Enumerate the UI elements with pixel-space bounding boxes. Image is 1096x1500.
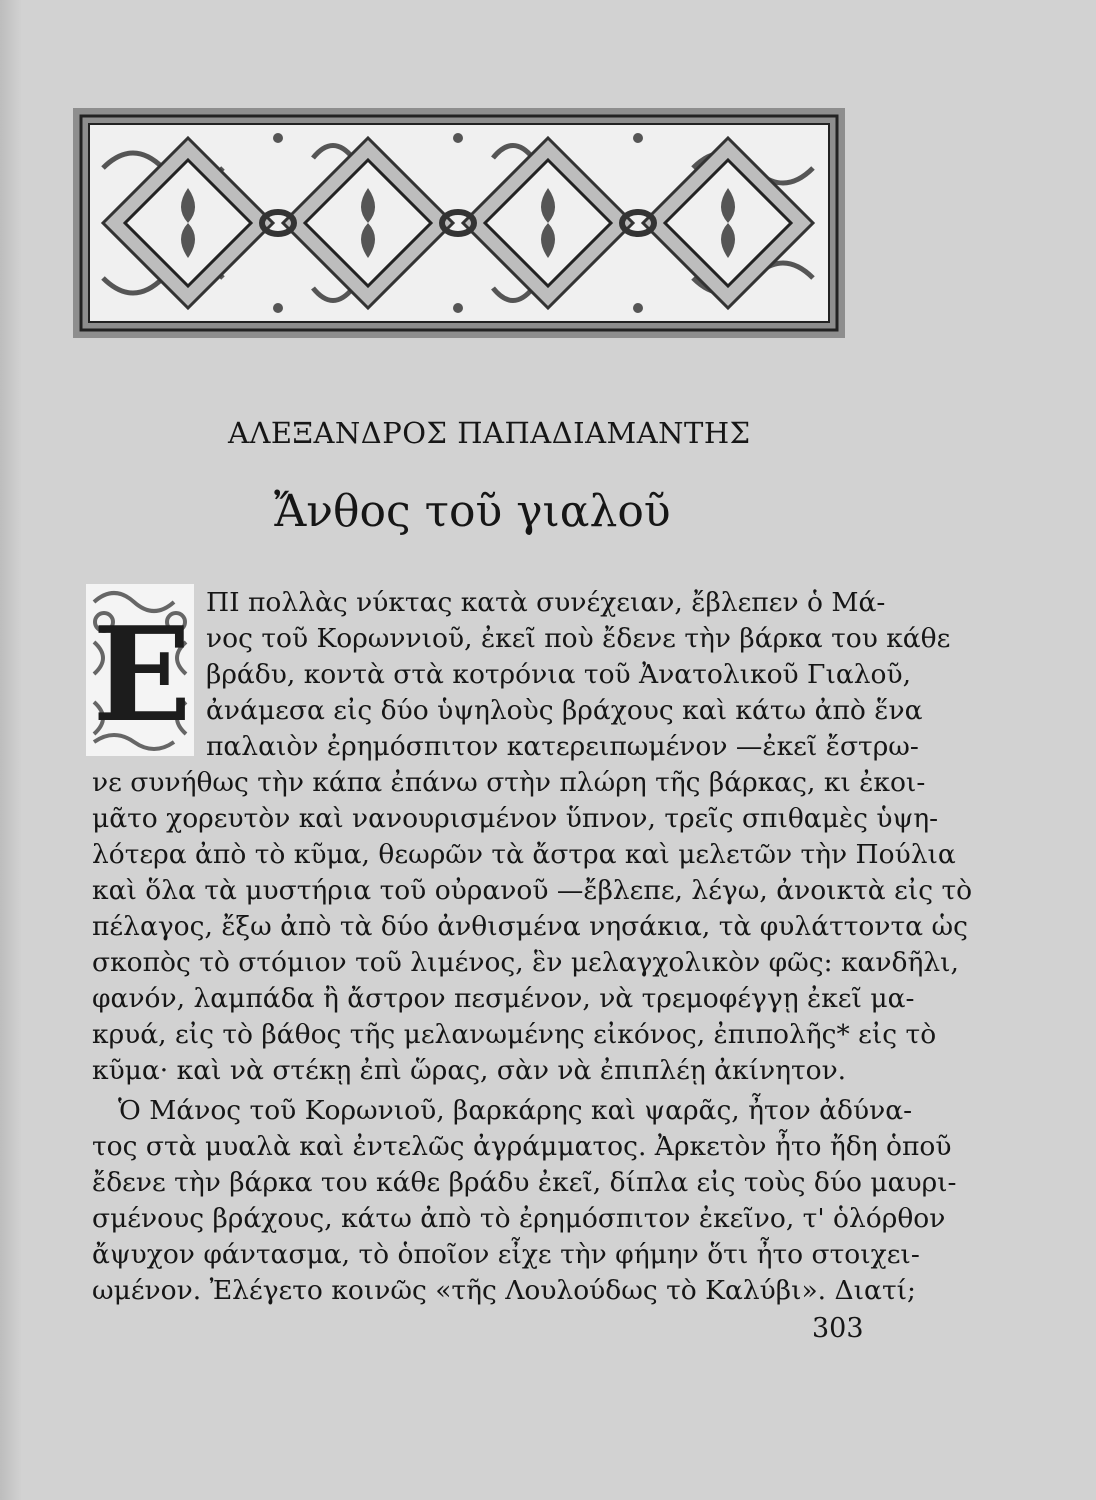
text-line: βράδυ, κοντὰ στὰ κοτρόνια τοῦ Ἀνατολικοῦ Γιαλοῦ, [206,659,912,690]
author-name: ΑΛΕΞΑΝΔΡΟΣ ΠΑΠΑΔΙΑΜΑΝΤΗΣ [228,416,751,450]
text-line: καὶ ὅλα τὰ μυστήρια τοῦ οὐρανοῦ —ἔβλεπε, λέγω, ἀνοικτὰ εἰς τὸ [92,875,973,906]
text-line: κῦμα· καὶ νὰ στέκῃ ἐπὶ ὥρας, σὰν νὰ ἐπιπλέῃ ἀκίνητον. [92,1055,847,1086]
text-line: τος στὰ μυαλὰ καὶ ἐντελῶς ἀγράμματος. Ἀρκετὸν ἦτο ἤδη ὁποῦ [92,1131,952,1162]
text-line: σκοπὸς τὸ στόμιον τοῦ λιμένος, ἓν μελαγχολικὸν φῶς: κανδῆλι, [92,947,959,978]
text-line: λότερα ἀπὸ τὸ κῦμα, θεωρῶν τὰ ἄστρα καὶ μελετῶν τὴν Πούλια [92,839,956,870]
text-line: νος τοῦ Κορωννιοῦ, ἐκεῖ ποὺ ἔδενε τὴν βάρκα του κάθε [206,623,951,654]
text-line: κρυά, εἰς τὸ βάθος τῆς μελανωμένης εἰκόνος, ἐπιπολῆς* εἰς τὸ [92,1019,937,1050]
text-line: ΠΙ πολλὰς νύκτας κατὰ συνέχειαν, ἔβλεπεν ὁ Μά- [206,587,886,618]
text-line: Ὁ Μάνος τοῦ Κορωνιοῦ, βαρκάρης καὶ ψαρᾶς, ἦτον ἀδύνα- [118,1095,913,1126]
text-line: ωμένον. Ἐλέγετο κοινῶς «τῆς Λουλούδως τὸ Καλύβι». Διατί; [92,1275,916,1306]
text-line: ἀνάμεσα εἰς δύο ὑψηλοὺς βράχους καὶ κάτω ἀπὸ ἕνα [206,695,923,726]
ornamental-banner-icon [73,108,845,338]
text-line: παλαιὸν ἐρημόσπιτον κατερειπωμένον —ἐκεῖ ἔστρω- [206,731,919,762]
dropcap-letter: Ε [92,598,192,751]
text-line: πέλαγος, ἔξω ἀπὸ τὰ δύο ἀνθισμένα νησάκια, τὰ φυλάττοντα ὡς [92,911,968,942]
text-line: ἔδενε τὴν βάρκα του κάθε βράδυ ἐκεῖ, δίπλα εἰς τοὺς δύο μαυρι- [92,1167,957,1198]
text-line: μᾶτο χορευτὸν καὶ νανουρισμένον ὕπνον, τρεῖς σπιθαμὲς ὑψη- [92,803,939,834]
text-line: φανόν, λαμπάδα ἢ ἄστρον πεσμένον, νὰ τρεμοφέγγῃ ἐκεῖ μα- [92,983,915,1014]
ornamental-initial-icon [84,582,196,758]
page-edge [0,0,22,1500]
text-line: νε συνήθως τὴν κάπα ἐπάνω στὴν πλώρη τῆς βάρκας, κι ἐκοι- [92,767,926,798]
page-title: Ἄνθος τοῦ γιαλοῦ [274,486,671,537]
text-line: σμένους βράχους, κάτω ἀπὸ τὸ ἐρημόσπιτον ἐκεῖνο, τ' ὁλόρθον [92,1203,946,1234]
page-number: 303 [812,1313,864,1344]
text-line: ἄψυχον φάντασμα, τὸ ὁποῖον εἶχε τὴν φήμην ὅτι ἦτο στοιχει- [92,1239,920,1270]
